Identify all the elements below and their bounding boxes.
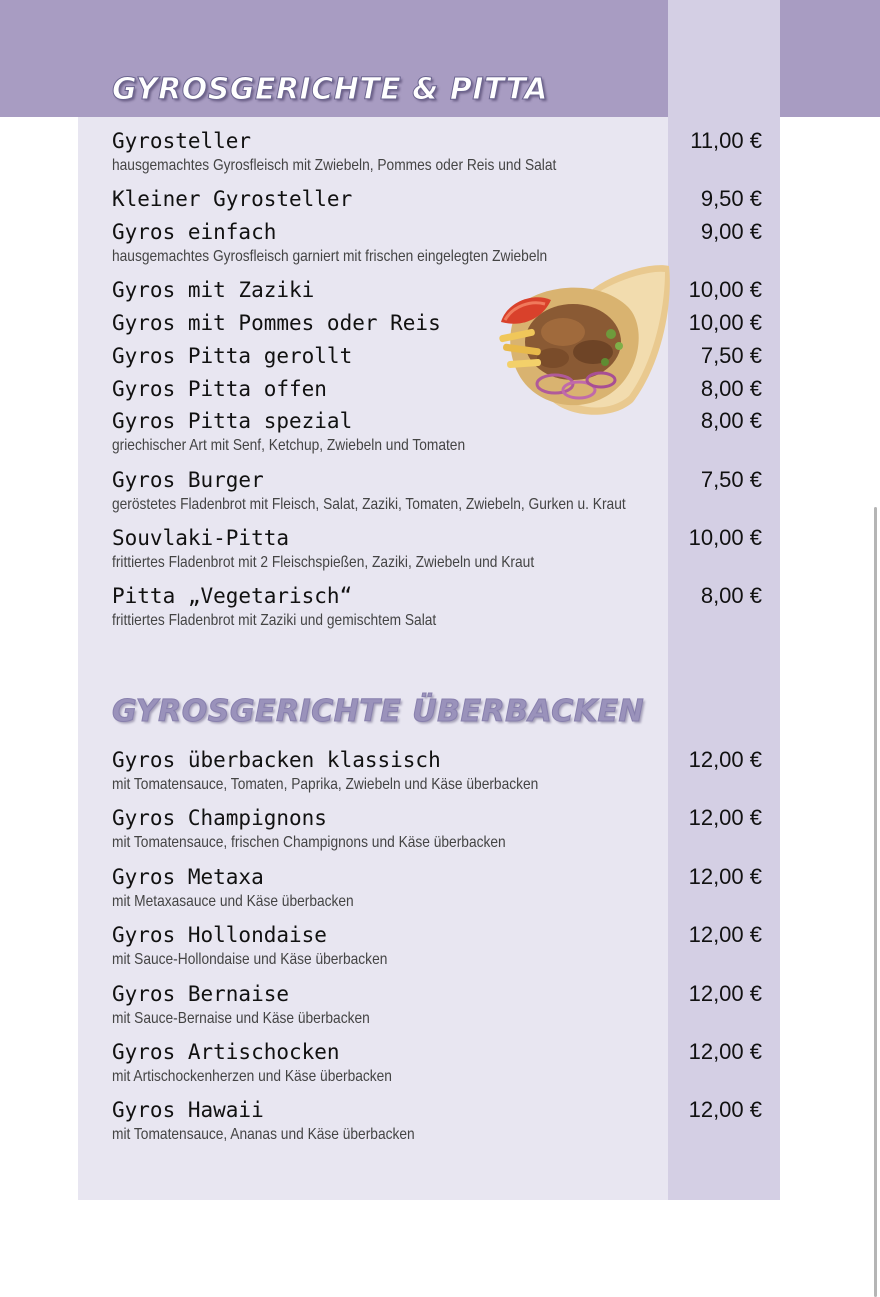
- menu-item: [112, 128, 762, 184]
- menu-item-price: 12,00 €: [688, 805, 762, 830]
- menu-item-description: hausgemachtes Gyrosfleisch mit Zwiebeln, Pommes oder Reis und Salat: [112, 157, 557, 174]
- menu-item-name: Gyros Burger: [112, 468, 264, 492]
- gyros-pitta-wrap-photo: [493, 262, 673, 420]
- menu-item-description: mit Tomatensauce, Ananas und Käse überbacken: [112, 1126, 415, 1143]
- menu-item-name: Gyros Pitta offen: [112, 377, 327, 401]
- menu-item-description: mit Tomatensauce, Tomaten, Paprika, Zwiebeln und Käse überbacken: [112, 776, 539, 793]
- menu-item-name: Gyros Bernaise: [112, 982, 290, 1006]
- menu-item: [112, 1039, 762, 1095]
- menu-item-price: 12,00 €: [688, 922, 762, 947]
- menu-item-name: Gyros Hollondaise: [112, 923, 327, 947]
- menu-item-description: frittiertes Fladenbrot mit Zaziki und gemischtem Salat: [112, 612, 437, 629]
- menu-item-price: 8,00 €: [700, 583, 762, 608]
- menu-item-price: 8,00 €: [700, 376, 762, 401]
- menu-item-price: 12,00 €: [688, 747, 762, 772]
- menu-item-price: 12,00 €: [688, 981, 762, 1006]
- menu-item-price: 12,00 €: [688, 864, 762, 889]
- menu-item-description: griechischer Art mit Senf, Ketchup, Zwiebeln und Tomaten: [112, 437, 466, 454]
- menu-item-name: Kleiner Gyrosteller: [112, 187, 353, 211]
- menu-item-name: Gyros überbacken klassisch: [112, 748, 441, 772]
- menu-item: [112, 981, 762, 1037]
- menu-item: [112, 467, 762, 523]
- menu-item-description: frittiertes Fladenbrot mit 2 Fleischspießen, Zaziki, Zwiebeln und Kraut: [112, 554, 535, 571]
- menu-item: [112, 805, 762, 861]
- menu-item: [112, 864, 762, 920]
- menu-item-price: 7,50 €: [700, 467, 762, 492]
- menu-item: [112, 747, 762, 803]
- menu-item-description: mit Metaxasauce und Käse überbacken: [112, 893, 354, 910]
- menu-item: [112, 583, 762, 639]
- section-title-gyros-pitta: GYROSGERICHTE & PITTA: [112, 72, 549, 107]
- menu-item-price: 10,00 €: [688, 310, 762, 335]
- menu-item-name: Gyros Metaxa: [112, 865, 264, 889]
- menu-item-description: mit Sauce-Hollondaise und Käse überbacken: [112, 951, 388, 968]
- menu-item-name: Gyros Hawaii: [112, 1098, 264, 1122]
- menu-item-price: 9,50 €: [700, 186, 762, 211]
- menu-item-price: 10,00 €: [688, 277, 762, 302]
- menu-item-price: 11,00 €: [690, 128, 762, 153]
- menu-item-price: 12,00 €: [688, 1039, 762, 1064]
- menu-item-description: mit Sauce-Bernaise und Käse überbacken: [112, 1010, 370, 1027]
- menu-item-name: Gyros mit Pommes oder Reis: [112, 311, 441, 335]
- menu-item: [112, 1097, 762, 1153]
- menu-item-name: Gyros Pitta gerollt: [112, 344, 353, 368]
- menu-item-description: mit Artischockenherzen und Käse überbacken: [112, 1068, 392, 1085]
- menu-item-name: Gyros einfach: [112, 220, 277, 244]
- menu-item-price: 8,00 €: [700, 408, 762, 433]
- header-band-right: [780, 0, 880, 117]
- menu-item: [112, 525, 762, 581]
- menu-item-name: Gyrosteller: [112, 129, 252, 153]
- menu-item-name: Gyros Artischocken: [112, 1040, 340, 1064]
- menu-item-name: Gyros mit Zaziki: [112, 278, 315, 302]
- section-title-ueberbacken: GYROSGERICHTE ÜBERBACKEN: [112, 694, 645, 729]
- menu-item-name: Gyros Champignons: [112, 806, 327, 830]
- menu-item-price: 7,50 €: [700, 343, 762, 368]
- scrollbar-track[interactable]: [870, 117, 880, 1200]
- scrollbar-thumb[interactable]: [874, 507, 877, 1297]
- menu-item-name: Pitta „Vegetarisch“: [112, 584, 353, 608]
- menu-item-name: Gyros Pitta spezial: [112, 409, 353, 433]
- menu-item-description: hausgemachtes Gyrosfleisch garniert mit frischen eingelegten Zwiebeln: [112, 248, 548, 265]
- menu-item-price: 9,00 €: [700, 219, 762, 244]
- menu-item-price: 12,00 €: [688, 1097, 762, 1122]
- menu-item-description: mit Tomatensauce, frischen Champignons und Käse überbacken: [112, 834, 506, 851]
- menu-item-description: geröstetes Fladenbrot mit Fleisch, Salat, Zaziki, Tomaten, Zwiebeln, Gurken u. Kraut: [112, 496, 626, 513]
- menu-item-name: Souvlaki-Pitta: [112, 526, 290, 550]
- menu-item: [112, 922, 762, 978]
- menu-item-price: 10,00 €: [688, 525, 762, 550]
